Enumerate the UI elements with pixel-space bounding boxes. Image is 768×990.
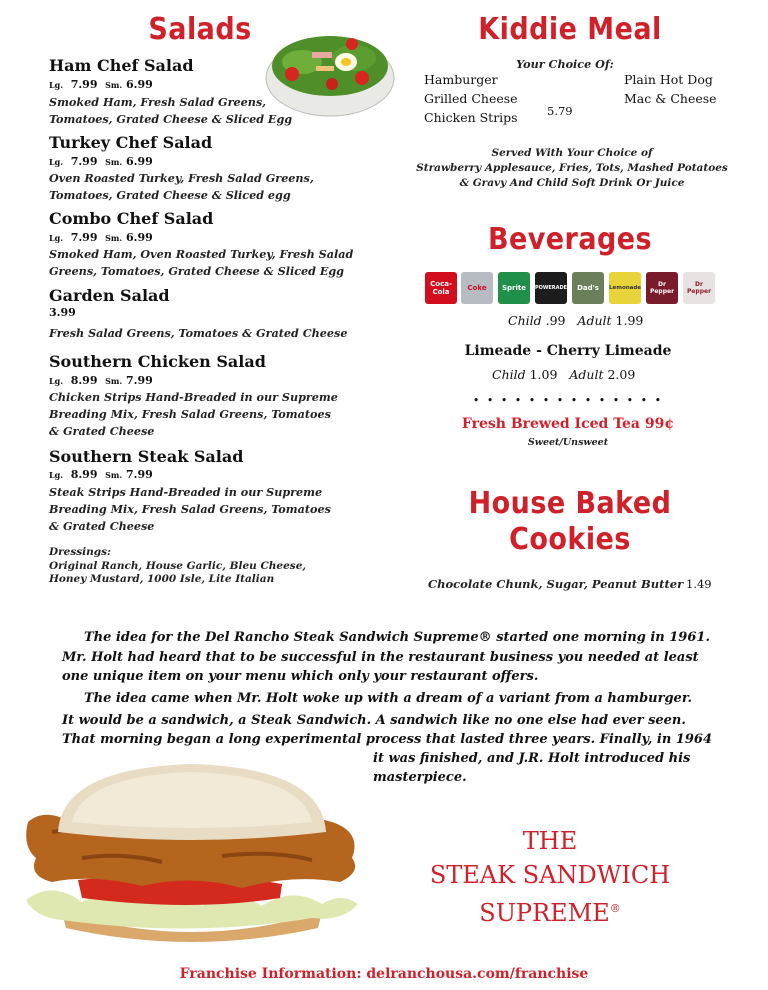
kiddie-price: 5.79 <box>547 104 573 118</box>
franchise-info: Franchise Information: delranchousa.com/franchise <box>179 966 589 982</box>
dr-pepper-can-icon: Dr Pepper <box>646 272 678 304</box>
salad-prices: Lg. 7.99 Sm. 6.99 <box>49 231 153 244</box>
dads-root-beer-can-icon: Dad's <box>572 272 604 304</box>
salad-description: Chicken Strips Hand-Breaded in our Supreme Breading Mix, Fresh Salad Greens, Tomatoes & Grated Cheese <box>49 390 338 438</box>
salad-item-name: Southern Steak Salad <box>49 447 244 466</box>
cookie-flavors: Chocolate Chunk, Sugar, Peanut Butter <box>428 577 684 591</box>
diet-dr-pepper-can-icon: Dr Pepper <box>683 272 715 304</box>
dressings-list: Dressings: Original Ranch, House Garlic, Bleu Cheese, Honey Mustard, 1000 Isle, Lite Italian <box>49 546 307 585</box>
story-line: That morning began a long experimental process that lasted three years. Finally, in 1964 <box>62 732 712 747</box>
salad-item-name: Turkey Chef Salad <box>49 133 213 152</box>
story-line: The idea for the Del Rancho Steak Sandwich Supreme® started one morning in 1961. <box>84 630 710 645</box>
kiddie-served-with: Served With Your Choice of Strawberry Applesauce, Fries, Tots, Mashed Potatoes & Gravy And Child Soft Drink Or Juice <box>416 147 728 189</box>
salad-item-name: Garden Salad <box>49 286 170 305</box>
salad-description: Smoked Ham, Fresh Salad Greens, Tomatoes, Grated Cheese & Sliced Egg <box>49 95 293 126</box>
salad-prices: Lg. 7.99 Sm. 6.99 <box>49 78 153 91</box>
cookie-price: 1.49 <box>686 577 712 591</box>
story-line: It would be a sandwich, a Steak Sandwich. A sandwich like no one else had ever seen. <box>62 713 686 728</box>
coca-cola-can-icon: Coca-Cola <box>425 272 457 304</box>
story-line: it was finished, and J.R. Holt introduced his <box>373 751 691 766</box>
salad-item-name: Southern Chicken Salad <box>49 352 266 371</box>
coke-can-icon: Coke <box>461 272 493 304</box>
kiddie-options-right: Plain Hot Dog Mac & Cheese <box>624 72 717 106</box>
kiddie-meal-heading: Kiddie Meal <box>478 12 662 47</box>
salads-heading: Salads <box>148 12 252 47</box>
story-line: Mr. Holt had heard that to be successful in the restaurant business you needed at least <box>62 650 699 665</box>
steak-sandwich-image <box>22 762 362 948</box>
salad-description: Fresh Salad Greens, Tomatoes & Grated Cheese <box>49 326 348 340</box>
cookies-heading: House Baked Cookies <box>468 486 672 557</box>
salad-description: Smoked Ham, Oven Roasted Turkey, Fresh Salad Greens, Tomatoes, Grated Cheese & Sliced Egg <box>49 247 354 278</box>
salad-prices: Lg. 8.99 Sm. 7.99 <box>49 374 153 387</box>
salad-price: 3.99 <box>49 306 76 319</box>
sprite-can-icon: Sprite <box>498 272 530 304</box>
kiddie-choice-label: Your Choice Of: <box>516 57 614 71</box>
limeade-title: Limeade - Cherry Limeade <box>464 343 672 359</box>
iced-tea-sub: Sweet/Unsweet <box>527 437 609 448</box>
iced-tea-title: Fresh Brewed Iced Tea 99¢ <box>461 416 675 432</box>
story-line: The idea came when Mr. Holt woke up with a dream of a variant from a hamburger. <box>84 691 692 706</box>
powerade-can-icon: POWERADE <box>535 272 567 304</box>
story-line: one unique item on your menu which only your restaurant offers. <box>62 669 539 684</box>
dot-divider: • • • • • • • • • • • • • • <box>472 394 664 407</box>
steak-sandwich-supreme-title: THE STEAK SANDWICH SUPREME® <box>429 827 671 927</box>
soda-prices: Child .99 Adult 1.99 <box>508 313 644 328</box>
salad-description: Oven Roasted Turkey, Fresh Salad Greens, Tomatoes, Grated Cheese & Sliced egg <box>49 171 314 202</box>
salad-description: Steak Strips Hand-Breaded in our Supreme Breading Mix, Fresh Salad Greens, Tomatoes & Grated Cheese <box>49 485 331 533</box>
salad-item-name: Ham Chef Salad <box>49 56 194 75</box>
salad-item-name: Combo Chef Salad <box>49 209 214 228</box>
story-line: masterpiece. <box>373 770 467 785</box>
limeade-prices: Child 1.09 Adult 2.09 <box>492 367 636 382</box>
lemonade-can-icon: Lemonade <box>609 272 641 304</box>
salad-prices: Lg. 8.99 Sm. 7.99 <box>49 468 153 481</box>
salad-prices: Lg. 7.99 Sm. 6.99 <box>49 155 153 168</box>
beverages-heading: Beverages <box>487 222 653 257</box>
kiddie-options-left: Hamburger Grilled Cheese Chicken Strips <box>424 72 518 125</box>
